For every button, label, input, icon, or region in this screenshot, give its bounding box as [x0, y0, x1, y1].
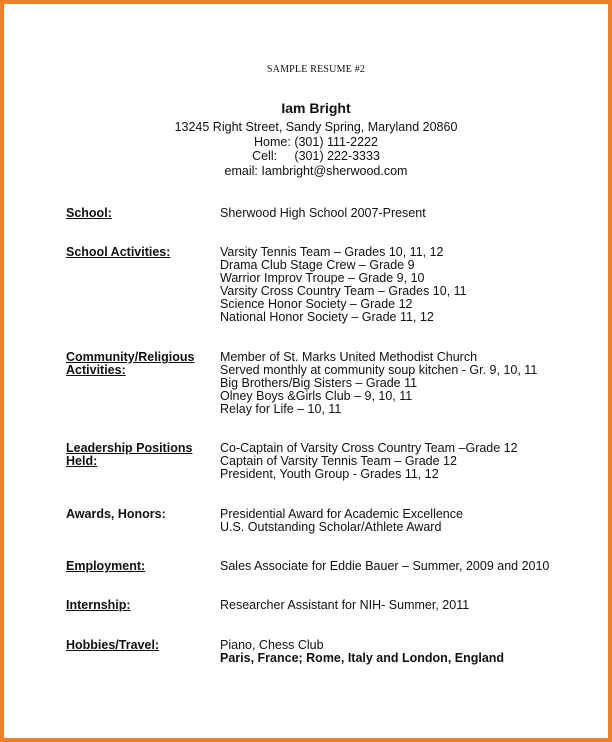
list-item: Paris, France; Rome, Italy and London, England — [220, 651, 505, 665]
email-address: email: Iambright@sherwood.com — [224, 164, 408, 178]
section-content-community — [220, 351, 600, 416]
applicant-address: 13245 Right Street, Sandy Spring, Maryland 20860 — [174, 120, 458, 134]
list-item: Member of St. Marks United Methodist Church — [220, 350, 478, 364]
list-item: Presidential Award for Academic Excellence — [220, 507, 463, 521]
applicant-name: Iam Bright — [281, 100, 351, 116]
label-line: Activities: — [66, 363, 126, 377]
list-item: U.S. Outstanding Scholar/Athlete Award — [220, 520, 442, 534]
section-label-awards: Awards, Honors: — [66, 507, 166, 521]
list-item: President, Youth Group - Grades 11, 12 — [220, 467, 439, 481]
list-item: Sales Associate for Eddie Bauer – Summer, 2009 and 2010 — [220, 559, 550, 573]
list-item: Big Brothers/Big Sisters – Grade 11 — [220, 376, 418, 390]
list-item: Served monthly at community soup kitchen - Gr. 9, 10, 11 — [220, 363, 538, 377]
list-item: Warrior Improv Troupe – Grade 9, 10 — [220, 271, 425, 285]
section-label-school: School: — [66, 206, 112, 220]
list-item: Varsity Cross Country Team – Grades 10, 11 — [220, 284, 467, 298]
list-item: Relay for Life – 10, 11 — [220, 402, 342, 416]
section-label-school-activities: School Activities: — [66, 245, 171, 259]
label-line: Held: — [66, 454, 98, 468]
section-content-internship — [220, 599, 600, 612]
list-item: Captain of Varsity Tennis Team – Grade 12 — [220, 454, 457, 468]
section-label-hobbies: Hobbies/Travel: — [66, 638, 160, 652]
section-content-leadership — [220, 442, 600, 481]
cell-phone: Cell: (301) 222-3333 — [252, 149, 380, 163]
section-label-leadership — [66, 442, 216, 468]
label-line: Community/Religious — [66, 350, 195, 364]
section-content-school — [220, 207, 600, 220]
list-item: Researcher Assistant for NIH- Summer, 2011 — [220, 598, 470, 612]
section-content-hobbies — [220, 639, 600, 665]
section-label-internship: Internship: — [66, 598, 131, 612]
section-label-employment: Employment: — [66, 559, 146, 573]
section-content-employment — [220, 560, 600, 573]
list-item: National Honor Society – Grade 11, 12 — [220, 310, 434, 324]
list-item: Piano, Chess Club — [220, 638, 324, 652]
list-item: Drama Club Stage Crew – Grade 9 — [220, 258, 415, 272]
list-item: Science Honor Society – Grade 12 — [220, 297, 413, 311]
section-label-community — [66, 351, 216, 377]
section-content-school-activities — [220, 246, 600, 324]
sample-title: SAMPLE RESUME #2 — [266, 64, 366, 75]
list-item: Co-Captain of Varsity Cross Country Team –Grade 12 — [220, 441, 518, 455]
list-item: Varsity Tennis Team – Grades 10, 11, 12 — [220, 245, 444, 259]
list-item: Olney Boys &Girls Club – 9, 10, 11 — [220, 389, 413, 403]
list-item: Sherwood High School 2007-Present — [220, 206, 426, 220]
section-content-awards — [220, 508, 600, 534]
home-phone: Home: (301) 111-2222 — [254, 135, 378, 149]
label-line: Leadership Positions — [66, 441, 193, 455]
